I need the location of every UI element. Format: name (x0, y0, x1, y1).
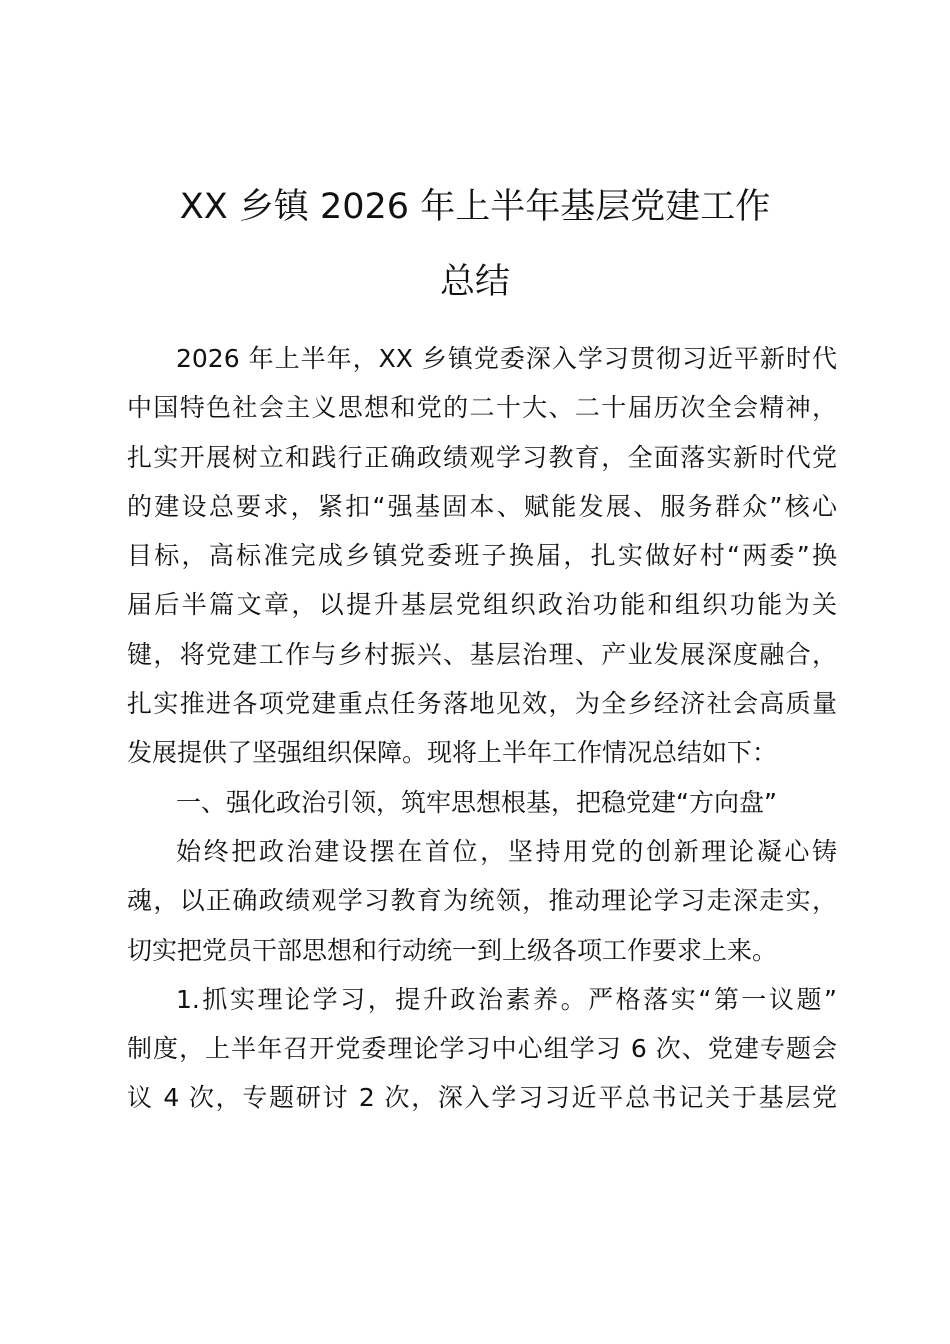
body-line: 魂，以正确政绩观学习教育为统领，推动理论学习走深走实， (127, 886, 837, 916)
body-line: 制度，上半年召开党委理论学习中心组学习 6 次、党建专题会 (127, 1034, 837, 1064)
body-line: 发展提供了坚强组织保障。现将上半年工作情况总结如下： (127, 738, 778, 768)
body-line: 目标，高标准完成乡镇党委班子换届，扎实做好村“两委”换 (127, 541, 837, 571)
document-title-line-1: XX 乡镇 2026 年上半年基层党建工作 (179, 187, 771, 227)
body-line: 2026 年上半年，XX 乡镇党委深入学习贯彻习近平新时代 (176, 344, 837, 373)
body-line: 扎实开展树立和践行正确政绩观学习教育，全面落实新时代党 (127, 442, 837, 472)
section-heading: 一、强化政治引领，筑牢思想根基，把稳党建“方向盘” (176, 787, 777, 817)
body-line: 中国特色社会主义思想和党的二十大、二十届历次全会精神， (127, 393, 837, 423)
body-line: 届后半篇文章，以提升基层党组织政治功能和组织功能为关 (127, 590, 837, 620)
body-line: 切实把党员干部思想和行动统一到上级各项工作要求上来。 (127, 935, 778, 965)
body-line: 扎实推进各项党建重点任务落地见效，为全乡经济社会高质量 (127, 689, 837, 719)
body-line: 的建设总要求，紧扣“强基固本、赋能发展、服务群众”核心 (127, 491, 837, 521)
document-body (127, 334, 837, 1123)
body-line: 议 4 次，专题研讨 2 次，深入学习习近平总书记关于基层党 (127, 1083, 837, 1113)
body-line: 键，将党建工作与乡村振兴、基层治理、产业发展深度融合， (127, 639, 837, 669)
body-line: 始终把政治建设摆在首位，坚持用党的创新理论凝心铸 (176, 836, 837, 866)
body-line: 1.抓实理论学习，提升政治素养。严格落实“第一议题” (176, 984, 837, 1014)
document-title-line-2: 总结 (439, 262, 510, 302)
